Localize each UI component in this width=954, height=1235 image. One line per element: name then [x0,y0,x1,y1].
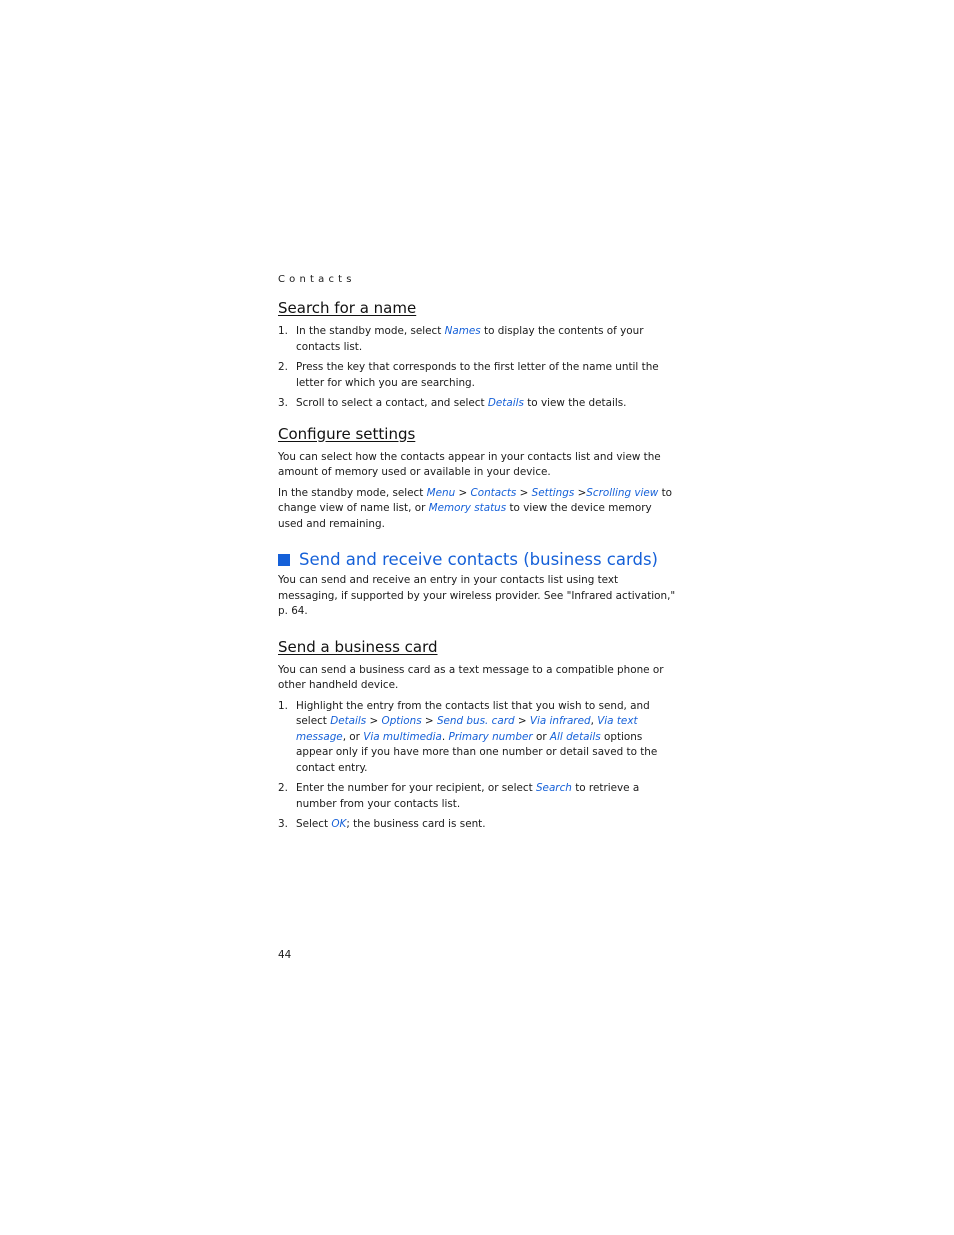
section-square-icon [278,554,290,566]
all-details-option: All details [549,730,601,743]
details-option: Details [487,397,524,409]
via-text-message-option: Via text message [296,715,638,743]
text-run: . [441,730,449,743]
text-run: Highlight the entry from the contacts list that you wish to send, and select [296,699,650,727]
list-item [278,324,678,355]
search-for-a-name-heading: Search for a name [278,299,417,317]
send-bus-card-option: Send bus. card [436,715,515,727]
search-option: Search [535,782,572,794]
step-text: to view the details. [523,397,627,409]
text-run: > [421,715,437,727]
text-run: to retrieve a number from your contacts list. [296,782,640,810]
menu-option: Menu [426,486,456,499]
running-header: Contacts [278,274,356,285]
step-text: In the standby mode, select [296,325,445,337]
step-text: Scroll to select a contact, and select [296,397,488,409]
send-receive-paragraph: You can send and receive an entry in your contacts list using text messaging, if supported by your wireless provider. See "Infrared activation," p. 64. [278,574,676,617]
options-option: Options [381,715,422,727]
details-option: Details [330,715,367,727]
step-text: to display the contents of your contacts list. [296,325,644,353]
configure-instructions-paragraph [278,486,678,533]
list-item [278,699,678,777]
via-infrared-option: Via infrared [529,715,591,727]
primary-number-option: Primary number [448,730,533,743]
step-number: 1. [278,325,288,337]
text-run: to view the device memory used and remaining. [278,502,652,530]
section-title-text: Send and receive contacts (business cards) [299,550,658,569]
send-card-intro-paragraph: You can send a business card as a text message to a compatible phone or other handheld device. [278,663,664,691]
send-card-steps-list [278,699,678,833]
step-number: 3. [278,397,288,409]
text-run: Select [296,818,332,830]
step-number: 3. [278,818,288,830]
text-run: > [366,715,382,727]
list-item [278,781,678,812]
step-number: 2. [278,361,288,373]
step-number: 1. [278,699,288,712]
names-option: Names [444,325,481,337]
text-run: > [514,715,530,727]
settings-option: Settings [531,486,575,499]
configure-settings-heading: Configure settings [278,424,416,443]
text-run: > [516,486,532,499]
text-run: In the standby mode, select [278,486,427,499]
page-content [278,298,678,839]
memory-status-option: Memory status [428,502,507,514]
step-number: 2. [278,782,288,794]
text-run: to change view of name list, or [278,486,673,514]
text-run: Enter the number for your recipient, or select [296,782,536,794]
configure-intro-paragraph: You can select how the contacts appear in your contacts list and view the amount of memory used or available in your device. [278,450,661,478]
send-receive-contacts-heading [278,549,678,571]
text-run: , [590,715,598,727]
list-item [278,396,678,412]
text-run: options appear only if you have more than one number or detail saved to the contact entry. [296,730,658,774]
text-run: or [532,730,550,743]
step-text: Press the key that corresponds to the first letter of the name until the letter for which you are searching. [296,361,659,389]
ok-option: OK [331,818,347,830]
page-number: 44 [278,949,292,961]
list-item [278,360,678,391]
via-multimedia-option: Via multimedia [363,730,442,743]
send-business-card-heading: Send a business card [278,637,438,656]
text-run: > [574,486,587,499]
scrolling-view-option: Scrolling view [586,486,659,499]
text-run: , or [342,730,364,743]
text-run: ; the business card is sent. [346,818,486,830]
list-item [278,817,678,833]
search-steps-list [278,324,678,412]
text-run: > [455,486,471,499]
contacts-option: Contacts [470,486,517,499]
